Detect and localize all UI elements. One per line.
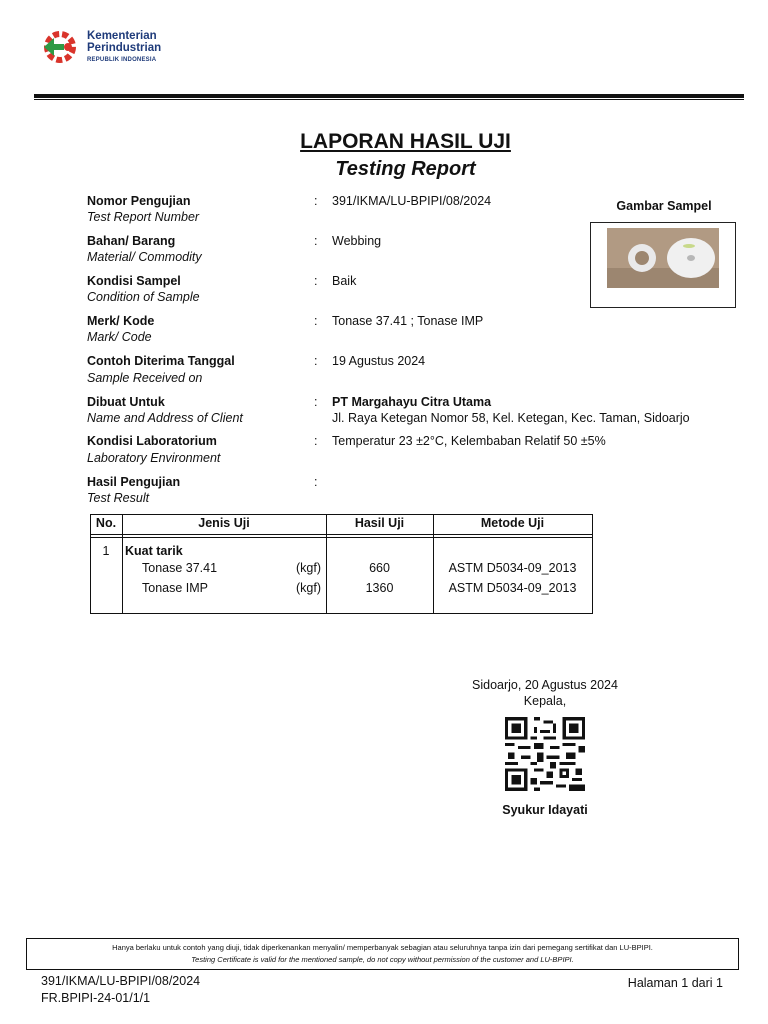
column-header-test-type: Jenis Uji [198,516,250,530]
field-label: Nomor Pengujian [87,194,191,208]
field-sublabel: Test Report Number [87,210,200,224]
field-colon: : [314,395,318,409]
disclaimer-english: Testing Certificate is valid for the mentioned sample, do not copy without permission of the customer and LU-BPIPI. [191,955,574,964]
report-subtitle: Testing Report [335,158,476,180]
field-colon: : [314,314,318,328]
field-colon: : [314,194,318,208]
field-value: Baik [332,274,357,288]
field-colon: : [314,234,318,248]
field-value: Tonase 37.41 ; Tonase IMP [332,314,484,328]
signature-place-date: Sidoarjo, 20 Agustus 2024 [472,678,618,692]
page-number: Halaman 1 dari 1 [627,976,723,990]
ministry-logo-icon [38,26,82,68]
field-sublabel: Sample Received on [87,371,203,385]
header-rule-thin [34,99,744,100]
table-row-unit: (kgf) [296,561,321,575]
field-sublabel: Condition of Sample [87,290,200,304]
table-row-method: ASTM D5034-09_2013 [448,581,577,595]
signatory-name: Syukur Idayati [502,803,588,817]
field-value: 19 Agustus 2024 [332,354,426,368]
report-title: LAPORAN HASIL UJI [300,130,511,153]
row-number: 1 [102,544,110,558]
field-sublabel: Name and Address of Client [87,411,243,425]
results-table [90,514,593,614]
sample-photo [607,228,719,288]
field-value: Webbing [332,234,382,248]
field-value: 391/IKMA/LU-BPIPI/08/2024 [332,194,492,208]
disclaimer-box [26,938,739,970]
field-label: Merk/ Kode [87,314,155,328]
table-row-name: Tonase IMP [142,581,209,595]
footer-doc-number: 391/IKMA/LU-BPIPI/08/2024 [41,974,201,988]
field-colon: : [314,434,318,448]
field-colon: : [314,274,318,288]
field-label: Kondisi Sampel [87,274,181,288]
field-sublabel: Mark/ Code [87,330,152,344]
field-sublabel: Test Result [87,491,150,505]
column-header-method: Metode Uji [480,516,545,530]
field-sublabel: Material/ Commodity [87,250,202,264]
field-sublabel: Laboratory Environment [87,451,221,465]
column-header-result: Hasil Uji [354,516,405,530]
table-row-result: 1360 [365,581,394,595]
ministry-name [87,30,161,66]
table-row-result: 660 [369,561,390,575]
footer-form-code: FR.BPIPI-24-01/1/1 [41,991,151,1005]
column-header-no: No. [95,516,117,530]
client-address: Jl. Raya Ketegan Nomor 58, Kel. Ketegan, Kec. Taman, Sidoarjo [332,411,690,425]
test-group-name: Kuat tarik [125,544,183,558]
table-row-method: ASTM D5034-09_2013 [448,561,577,575]
field-value: Temperatur 23 ±2°C, Kelembaban Relatif 50 ±5% [332,434,606,448]
field-label: Kondisi Laboratorium [87,434,217,448]
table-row-name: Tonase 37.41 [142,561,218,575]
signature-title: Kepala, [523,694,567,708]
qr-code-icon [505,717,585,791]
field-label: Hasil Pengujian [87,475,181,489]
disclaimer-indonesian: Hanya berlaku untuk contoh yang diuji, tidak diperkenankan menyalin/ memperbanyak sebagian atau seluruhnya tanpa izin dari pemegang sertifikat dan LU-BPIPI. [112,943,653,952]
sample-image-title: Gambar Sampel [616,199,712,213]
logo-line-3: REPUBLIK INDONESIA [87,57,157,63]
client-name: PT Margahayu Citra Utama [332,395,492,409]
field-label: Bahan/ Barang [87,234,176,248]
header-rule-thick [34,94,744,98]
table-row-unit: (kgf) [296,581,321,595]
field-colon: : [314,354,318,368]
field-label: Contoh Diterima Tanggal [87,354,235,368]
logo-line-2: Perindustrian [87,42,162,54]
field-colon: : [314,475,318,489]
logo-line-1: Kementerian [87,30,157,42]
field-label: Dibuat Untuk [87,395,165,409]
